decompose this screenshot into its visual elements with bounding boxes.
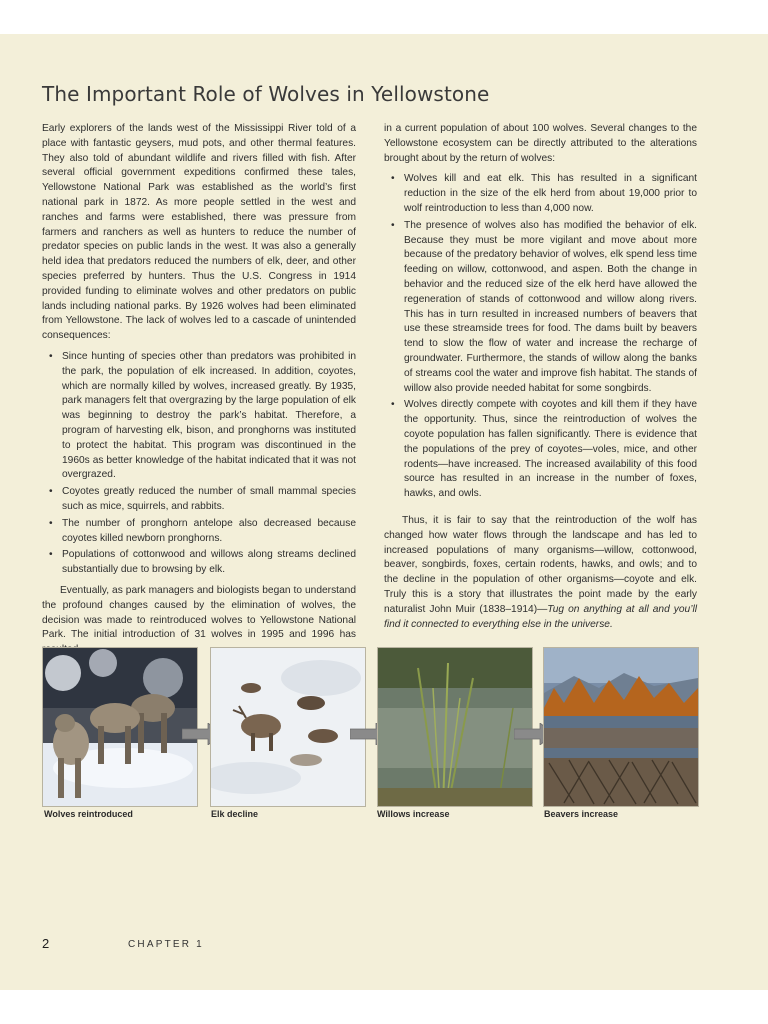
- willows-photo: [377, 647, 533, 807]
- chapter-label: CHAPTER 1: [128, 939, 204, 950]
- page-title: The Important Role of Wolves in Yellowstone: [42, 82, 490, 106]
- photo-caption: Willows increase: [377, 809, 450, 819]
- textbook-page: [0, 34, 768, 990]
- right-closing-paragraph: [384, 514, 697, 632]
- right-intro-paragraph: in a current population of about 100 wolves. Several changes to the Yellowstone ecosystem can be directly attributed to the alterations brought about by the return of wolves:: [384, 123, 697, 164]
- left-closing-paragraph: Eventually, as park managers and biologists began to understand the profound changes caused by the elimination of wolves, the decision was made to reintroduced wolves to Yellowstone National Park. The initial introduction of 31 wolves in 1995 and 1996 has: [42, 584, 356, 641]
- list-item: • The number of pronghorn antelope also decreased because coyotes killed newborn pronghorns.: [62, 517, 356, 547]
- beavers-photo: [543, 647, 699, 807]
- john-muir-quote: Tug on anything at all and you’ll find it connected to everything else in the universe.: [384, 603, 697, 630]
- list-item: • Populations of cottonwood and willows along streams declined substantially due to browsing by elk.: [62, 548, 356, 578]
- left-column: [42, 122, 356, 658]
- list-item: • Wolves kill and eat elk. This has resulted in a significant reduction in the size of the elk herd from about 19,000 prior to wolf reintroduction to less than 4,000 now.: [404, 172, 697, 216]
- list-item: • Coyotes greatly reduced the number of small mammal species such as mice, squirrels, and rabbits.: [62, 485, 356, 515]
- list-item: • Since hunting of species other than predators was prohibited in the park, the population of elk increased. In addition, coyotes, which are normally killed by wolves, increased greatly. By 1935, park managers felt that overgrazing by the large population of elk was beginning to destroy the park’s habitat. Therefore, a program of harvesting elk, bison, and pronghorns was instituted to protect the habitat. This program was discontinued in the 1960s as better knowledge of the habitat indicated that it was not overgrazed.: [62, 350, 356, 483]
- trophic-cascade-figure: [42, 647, 698, 827]
- closing-text: Thus, it is fair to say that the reintroduction of the wolf has changed how water flows through the landscape and has led to increased populations of many organisms—willow, cottonwood, beaver, songbirds, foxes, certain rodents, hawks, and owls; and to the decline in the population of other organisms—coyote and elk. Truly this is a story that illustrates the point made by the early naturalist John Muir (1838–1914)—: [384, 514, 697, 615]
- wolves-photo: [42, 647, 198, 807]
- photo-caption: Elk decline: [211, 809, 259, 819]
- left-bullet-list: [42, 350, 356, 578]
- list-item: • The presence of wolves also has modified the behavior of elk. Because they must be more vigilant and move about more because of the predatory behavior of wolves, elk spend less time feeding on willow, cottonwood, and aspen. Both the change in behavior and the reduced size of the elk herd have allowed the regeneration of stands of cottonwood and willow along rivers. This has in turn resulted in increased numbers of beavers that use these streamside trees for food. The dams built by beavers tend to slow the flow of water and increase the recharge of groundwater. Furthermore, the stands of willow along the banks of streams cool the water and improve fish habitat. The stands of willow also provide needed habitat for some songbirds.: [404, 219, 697, 397]
- elk-photo: [210, 647, 366, 807]
- left-intro-paragraph: Early explorers of the lands west of the Mississippi River told of a place with fantastic geysers, mud pots, and other thermal features. They also told of abundant wildlife and rivers filled with fish. After several official government expeditions confirmed these tales, Yellowstone National Park was established as the world’s first national park in 1872. As more people settled in the west and ranches and farms were established, there was pressure from farmers and ranchers as well as hunters to reduce the number of predator species on public lands in the west. It was also a generally held idea that predators reduced the numbers of elk, deer, and other species preferred by hunters. Thus the U.S. Congress in 1914 provided funding to eliminate wolves and other predators on public lands including national parks. By 1926 wolves had been eliminated from Yellowstone. The lack of wolves led to a cascade of unintended consequences:: [42, 123, 356, 342]
- list-item: • Wolves directly compete with coyotes and kill them if they have the opportunity. Thus, since the reintroduction of wolves the coyote population has fallen significantly. There is evidence that the populations of the prey of coyotes—voles, mice, and other rodents—have increased. The increased availability of this food source has resulted in an increase in the number of foxes, hawks, and owls.: [404, 398, 697, 502]
- right-bullet-list: [384, 172, 697, 502]
- photo-caption: Beavers increase: [544, 809, 619, 819]
- photo-caption: Wolves reintroduced: [44, 809, 133, 819]
- page-number: 2: [42, 936, 50, 951]
- right-column: [384, 122, 697, 632]
